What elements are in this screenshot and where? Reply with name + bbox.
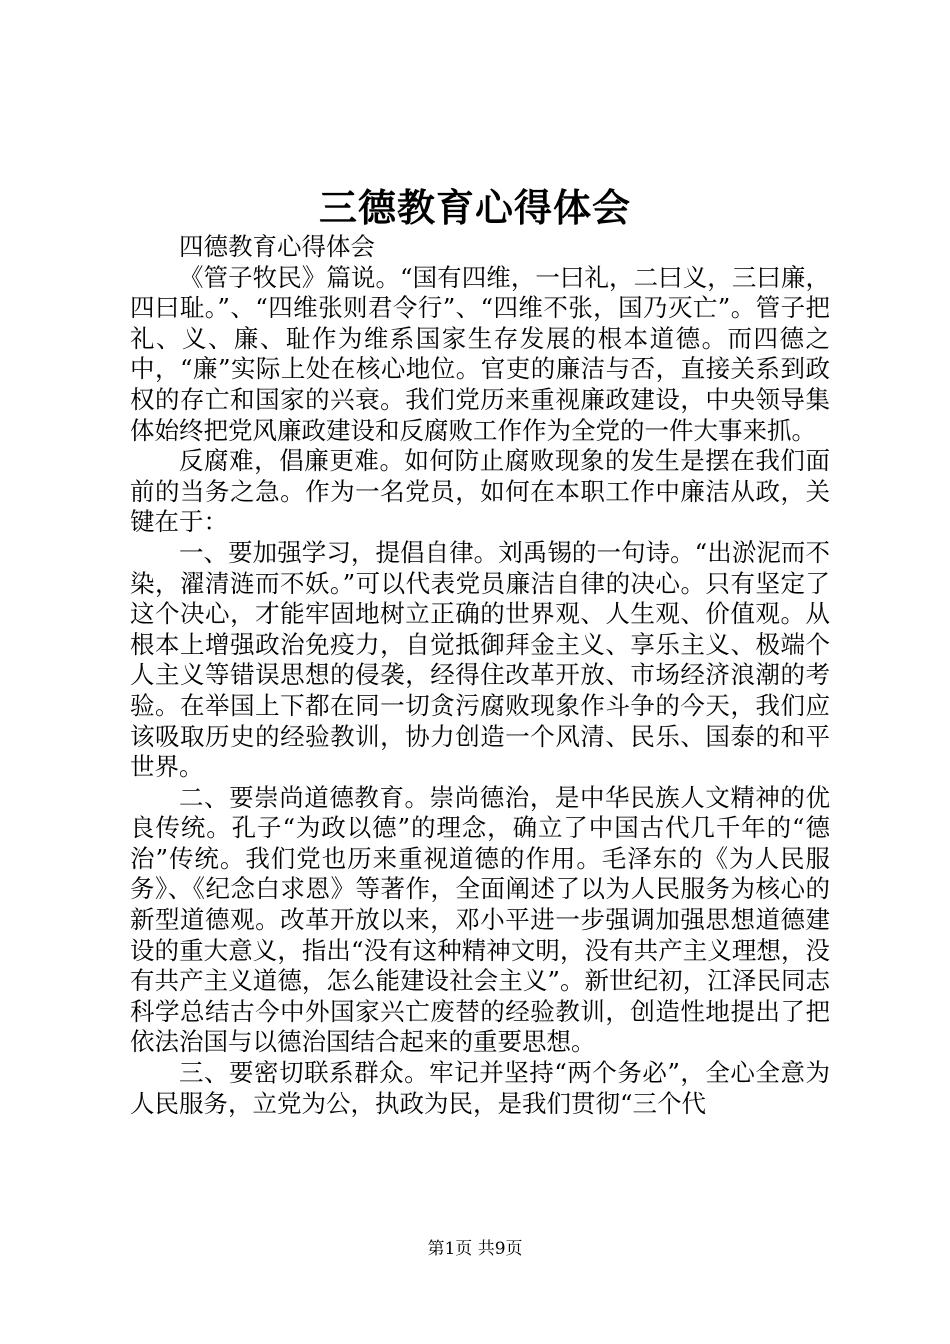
page-number-footer: 第1页 共9页 [427,1239,523,1259]
paragraph: 一、要加强学习，提倡自律。刘禹锡的一句诗。“出淤泥而不染，濯清涟而不妖。”可以代表党员廉洁自律的决心。只有坚定了这个决心，才能牢固地树立正确的世界观、人生观、价值观。从根本上增强政治免疫力，自觉抵御拜金主义、享乐主义、极端个人主义等错误思想的侵袭，经得住改革开放、市场经济浪潮的考验。在举国上下都在同一切贪污腐败现象作斗争的今天，我们应该吸取历史的经验教训，协力创造一个风清、民乐、国泰的和平世界。 [130,537,830,782]
document-body [130,232,830,1119]
paragraph: 三、要密切联系群众。牢记并坚持“两个务必”，全心全意为人民服务，立党为公，执政为民，是我们贯彻“三个代 [130,1058,830,1118]
paragraph: 《管子牧民》篇说。“国有四维，一曰礼，二曰义，三曰廉，四曰耻。”、“四维张则君令行”、“四维不张，国乃灭亡”。管子把礼、义、廉、耻作为维系国家生存发展的根本道德。而四德之中，“廉”实际上处在核心地位。官吏的廉洁与否，直接关系到政权的存亡和国家的兴衰。我们党历来重视廉政建设，中央领导集体始终把党风廉政建设和反腐败工作作为全党的一件大事来抓。 [130,262,830,445]
paragraph: 二、要崇尚道德教育。崇尚德治，是中华民族人文精神的优良传统。孔子“为政以德”的理念，确立了中国古代几千年的“德治”传统。我们党也历来重视道德的作用。毛泽东的《为人民服务》、《纪念白求恩》等著作，全面阐述了以为人民服务为核心的新型道德观。改革开放以来，邓小平进一步强调加强思想道德建设的重大意义，指出“没有这种精神文明，没有共产主义理想，没有共产主义道德，怎么能建设社会主义”。新世纪初，江泽民同志科学总结古今中外国家兴亡废替的经验教训，创造性地提出了把依法治国与以德治国结合起来的重要思想。 [130,782,830,1057]
paragraph: 反腐难，倡廉更难。如何防止腐败现象的发生是摆在我们面前的当务之急。作为一名党员，如何在本职工作中廉洁从政，关键在于： [130,446,830,537]
paragraph: 四德教育心得体会 [179,232,375,261]
document-title: 三德教育心得体会 [318,185,631,230]
